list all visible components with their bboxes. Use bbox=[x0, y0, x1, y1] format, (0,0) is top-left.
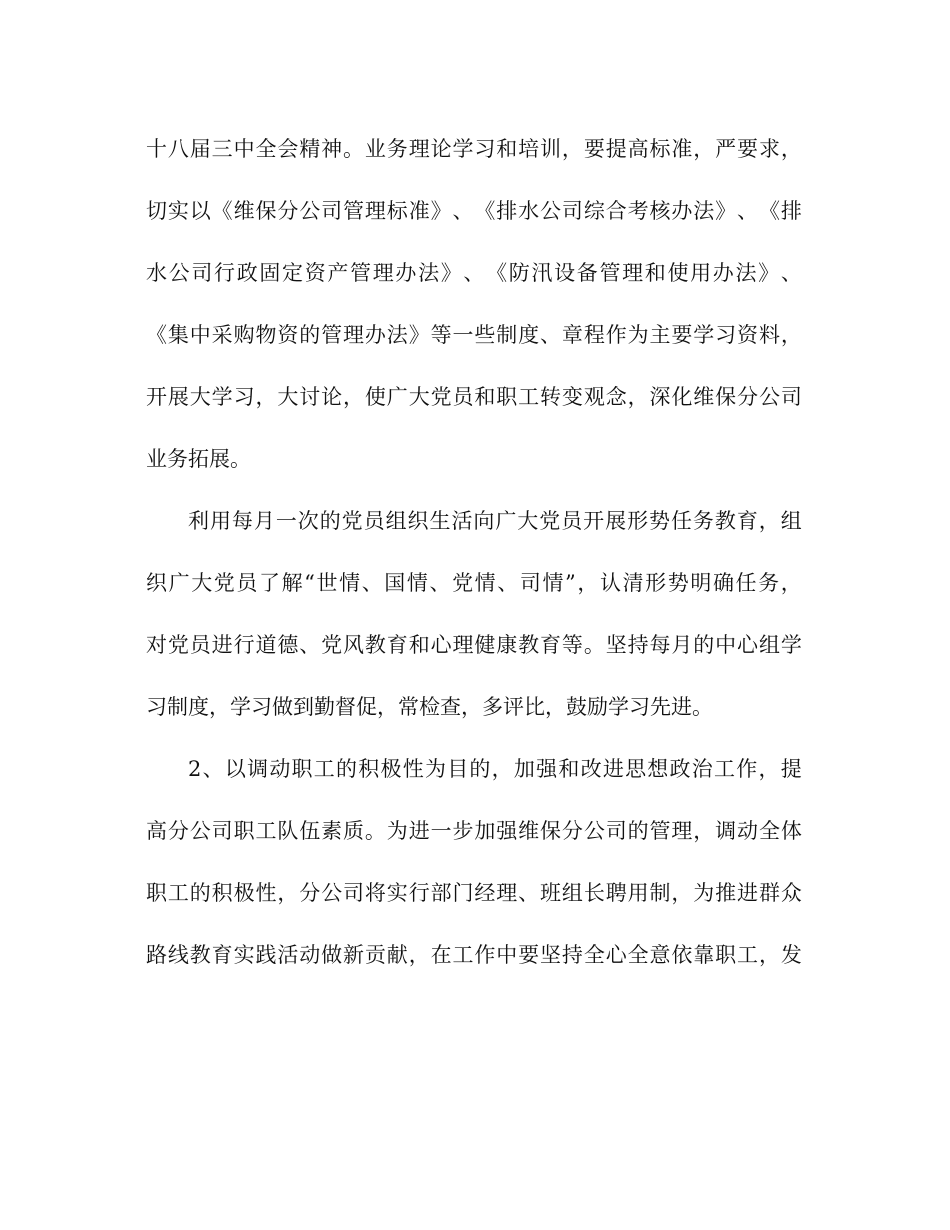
text-line: 开 展 大 学 习 ， 大 讨 论 ， 使 广 大 党 员 和 职 工 转 变 观 念 ， 深 化 维 保 分 公 司 bbox=[146, 385, 802, 409]
text-line: 职 工 的 积 极 性 ， 分 公 司 将 实 行 部 门 经 理 、 班 组 长 聘 用 制 ， 为 推 进 群 众 bbox=[146, 881, 802, 905]
text-line: 习制度，学习做到勤督促，常检查，多评比，鼓励学习先进。 bbox=[146, 695, 713, 719]
text-line: 利 用 每 月 一 次 的 党 员 组 织 生 活 向 广 大 党 员 开 展 形 势 任 务 教 育 ， 组 bbox=[188, 509, 802, 533]
text-line: 业务拓展。 bbox=[146, 447, 251, 471]
text-line: 水 公 司 行 政 固 定 资 产 管 理 办 法 》 、 《 防 汛 设 备 管 理 和 使 用 办 法 》 、 bbox=[146, 261, 802, 285]
text-line: 织 广 大 党 员 了 解 “ 世 情 、 国 情 、 党 情 、 司 情 ” ， 认 清 形 势 明 确 任 务 ， bbox=[146, 571, 802, 595]
document-body bbox=[146, 118, 802, 986]
text-line: 切 实 以 《 维 保 分 公 司 管 理 标 准 》 、 《 排 水 公 司 综 合 考 核 办 法 》 、 《 排 bbox=[146, 199, 802, 223]
text-line: 对 党 员 进 行 道 德 、 党 风 教 育 和 心 理 健 康 教 育 等 。 坚 持 每 月 的 中 心 组 学 bbox=[146, 633, 802, 657]
text-line: 《 集 中 采 购 物 资 的 管 理 办 法 》 等 一 些 制 度 、 章 程 作 为 主 要 学 习 资 料 ， bbox=[146, 323, 802, 347]
text-line: 十 八 届 三 中 全 会 精 神 。 业 务 理 论 学 习 和 培 训 ， 要 提 高 标 准 ， 严 要 求 ， bbox=[146, 137, 802, 161]
text-line: 路 线 教 育 实 践 活 动 做 新 贡 献 ， 在 工 作 中 要 坚 持 全 心 全 意 依 靠 职 工 ， 发 bbox=[146, 943, 802, 967]
text-line: 2 、 以 调 动 职 工 的 积 极 性 为 目 的 ， 加 强 和 改 进 思 想 政 治 工 作 ， 提 bbox=[188, 757, 802, 781]
text-line: 高 分 公 司 职 工 队 伍 素 质 。 为 进 一 步 加 强 维 保 分 公 司 的 管 理 ， 调 动 全 体 bbox=[146, 819, 802, 843]
